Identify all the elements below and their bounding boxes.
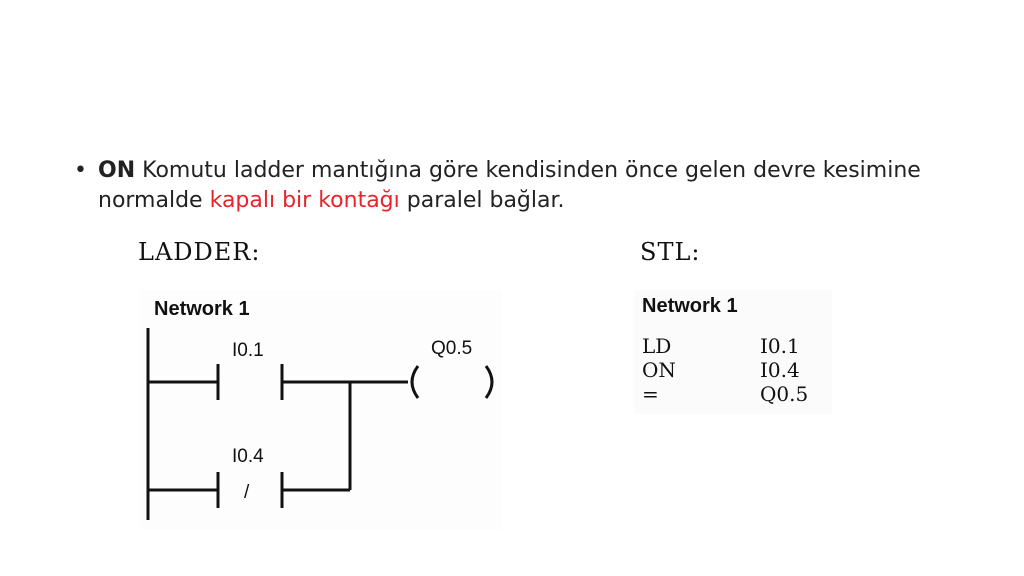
ladder-caption: LADDER:	[138, 238, 261, 266]
ladder-svg	[140, 290, 502, 530]
contact2-nc-symbol: /	[244, 482, 250, 503]
ladder-network-title: Network 1	[154, 298, 250, 320]
contact2-label: I0.4	[232, 446, 264, 467]
keyword-on: ON	[98, 158, 136, 183]
stl-operand: I0.1	[760, 334, 800, 358]
stl-listing	[634, 290, 832, 414]
bullet-highlight: kapalı bir kontağı	[209, 188, 400, 213]
coil-label: Q0.5	[431, 338, 473, 359]
bullet-marker: •	[74, 158, 87, 183]
coil-right-arc	[486, 366, 492, 398]
bullet-text-part1: Komutu ladder mantığına göre kendisinden önce gelen devre kesimine normalde	[98, 158, 921, 213]
bullet-paragraph	[74, 156, 934, 216]
ladder-diagram	[140, 290, 502, 530]
bullet-text-part2: paralel bağlar.	[399, 188, 565, 213]
stl-op: =	[642, 382, 659, 406]
stl-operand: I0.4	[760, 358, 800, 382]
stl-network-title: Network 1	[642, 295, 738, 317]
stl-op: ON	[642, 358, 676, 382]
stl-operand: Q0.5	[760, 382, 809, 406]
bullet-text	[98, 156, 934, 216]
stl-caption: STL:	[640, 238, 701, 266]
contact1-label: I0.1	[232, 340, 264, 361]
coil-left-arc	[412, 366, 418, 398]
stl-op: LD	[642, 334, 672, 358]
